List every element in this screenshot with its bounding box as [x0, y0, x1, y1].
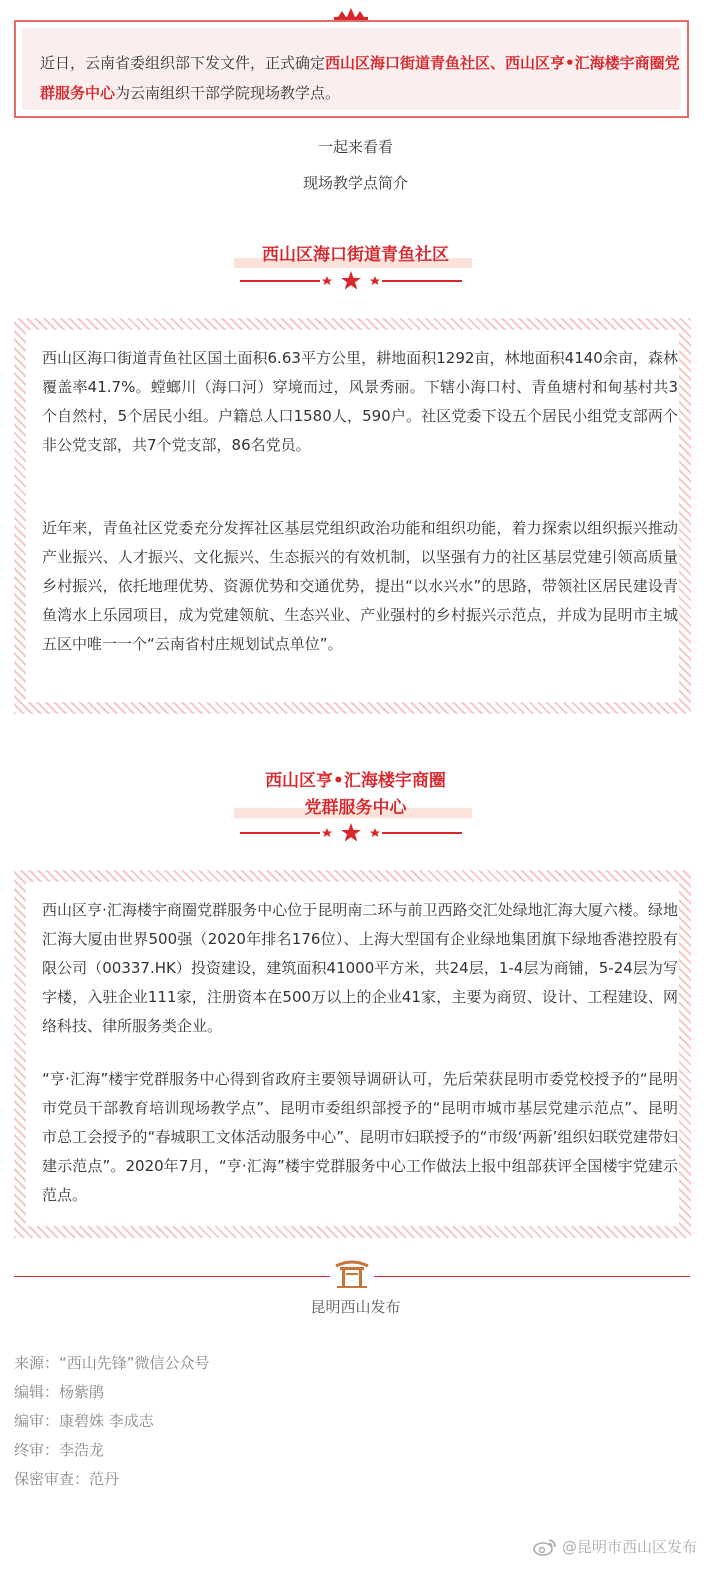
section1-content-box: [14, 318, 691, 714]
section2-content-box: [14, 870, 691, 1238]
credit-final-review: 终审：李浩龙: [14, 1441, 105, 1459]
sub-line-1: 一起来看看: [317, 138, 393, 156]
intro-part2: 为云南组织干部学院现场教学点。: [115, 84, 341, 102]
section1-paragraph-2: 近年来，青鱼社区党委充分发挥社区基层党组织政治功能和组织功能，着力探索以组织振兴推动产业振兴、人才振兴、文化振兴、生态振兴的有效机制，以坚强有力的社区基层党建引领高质量乡村振兴，依托地理优势、资源优势和交通优势，提出“以水兴水”的思路，带领社区居民建设青鱼湾水上乐园项目，成为党建领航、生态兴业、产业强村的乡村振兴示范点，并成为昆明市主城五区中唯一一个“云南省村庄规划试点单位”。: [42, 519, 678, 653]
credit-source: 来源：“西山先锋”微信公众号: [14, 1354, 210, 1372]
star-divider-icon: [240, 270, 462, 292]
intro-box: [14, 20, 689, 118]
section2-paragraph-1: 西山区亨·汇海楼宇商圈党群服务中心位于昆明南二环与前卫西路交汇处绿地汇海大厦六楼。绿地汇海大厦由世界500强（2020年排名176位）、上海大型国有企业绿地集团旗下绿地香港控股有限公司（00337.HK）投资建设，建筑面积41000平方米，共24层，1-4层为商铺，5-24层为写字楼，入驻企业111家，注册资本在500万以上的企业41家，主要为商贸、设计、工程建设、网络科技、律所服务类企业。: [42, 901, 678, 1035]
footer-divider-right: [374, 1276, 690, 1277]
intro-inner: [22, 28, 681, 110]
section2-paragraph-2: “亨·汇海”楼宇党群服务中心得到省政府主要领导调研认可，先后荣获昆明市委党校授予的“昆明市党员干部教育培训现场教学点”、昆明市委组织部授予的“昆明市城市基层党建示范点”、昆明市总工会授予的“春城职工文体活动服务中心”、昆明市妇联授予的“市级‘两新’组织妇联党建带妇建示范点”。2020年7月，“亨·汇海”楼宇党群服务中心工作做法上报中组部获评全国楼宇党建示范点。: [42, 1070, 678, 1204]
section1-paragraph-1: 西山区海口街道青鱼社区国土面积6.63平方公里，耕地面积1292亩，林地面积4140余亩，森林覆盖率41.7%。螳螂川（海口河）穿境而过，风景秀丽。下辖小海口村、青鱼塘村和甸基村共3个自然村，5个居民小组。户籍总人口1580人，590户。社区党委下设五个居民小组党支部两个非公党支部，共7个党支部，86名党员。: [42, 349, 678, 454]
sub-line-2: 现场教学点简介: [302, 174, 408, 192]
credit-reviewer: 编审：康碧姝 李成志: [14, 1412, 154, 1430]
section2-title-line2: 党群服务中心: [304, 798, 407, 818]
footer-brand: 昆明西山发布: [310, 1298, 401, 1316]
star-divider-icon: [240, 822, 462, 844]
watermark-text: @昆明市西山区发布: [561, 1538, 697, 1556]
section2-title-line1: 西山区亨•汇海楼宇商圈: [265, 771, 446, 791]
ornament-gate-icon: [334, 1258, 370, 1290]
credit-security-review: 保密审查：范丹: [14, 1470, 120, 1488]
watermark: [532, 1536, 697, 1557]
intro-part1: 近日，云南省委组织部下发文件，正式确定: [40, 54, 326, 72]
weibo-icon: [532, 1537, 558, 1557]
credit-editor: 编辑：杨紫鹃: [14, 1383, 105, 1401]
section1-title: 西山区海口街道青鱼社区: [262, 245, 449, 265]
intro-highlight: 西山区海口街道青鱼社区、西山区亨•汇海楼宇商圈党群服务中心: [40, 54, 680, 102]
intro-text: [40, 48, 680, 108]
footer-divider-left: [14, 1276, 330, 1277]
